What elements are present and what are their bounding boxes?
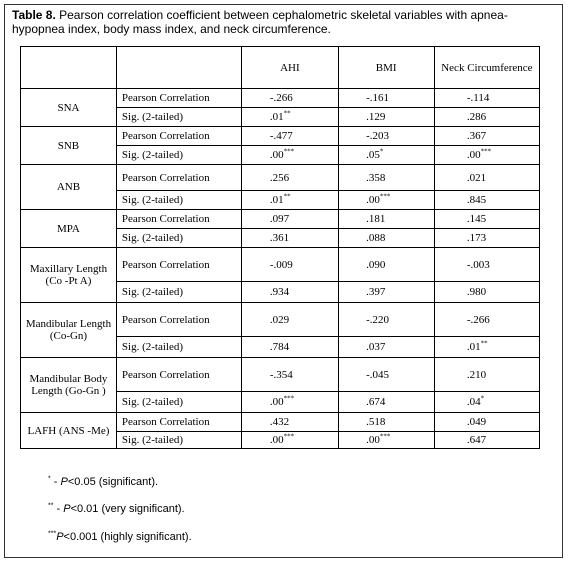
pearson-value: [434, 358, 539, 392]
sig-value: [338, 432, 434, 449]
stat-label-pearson: Pearson Correlation: [116, 413, 241, 432]
footnote-text: - P<0.05 (significant).: [50, 476, 159, 488]
sig-value-wrap: [366, 396, 406, 408]
sig-value: [242, 282, 338, 303]
pearson-value-text: .145: [466, 213, 487, 225]
sig-value-text: .00: [466, 149, 481, 161]
sig-value: [242, 432, 338, 449]
stat-label-pearson: Pearson Correlation: [116, 210, 241, 229]
pearson-value-text: .367: [466, 130, 487, 142]
sig-value-wrap: [270, 434, 310, 446]
sig-value-wrap: [467, 286, 507, 298]
table-label: Table 8.: [12, 8, 56, 22]
sig-value-wrap: [467, 232, 507, 244]
footnote-mark: *: [48, 475, 51, 483]
stat-label-pearson: Pearson Correlation: [116, 248, 241, 282]
pearson-value: [338, 358, 434, 392]
pearson-value: [338, 303, 434, 337]
sig-value: [434, 392, 539, 413]
sig-value: [434, 432, 539, 449]
pearson-value-text: .210: [466, 368, 487, 381]
pearson-value-text: .029: [269, 313, 290, 326]
sig-value-wrap: [366, 194, 406, 206]
sig-value-text: .00: [269, 149, 284, 161]
sig-value-wrap: [467, 341, 507, 353]
sig-value-wrap: [270, 396, 310, 408]
pearson-value: [434, 210, 539, 229]
sig-value-wrap: [270, 194, 310, 206]
sig-value-wrap: [467, 434, 507, 446]
variable-name: Mandibular Length (Co-Gn): [21, 303, 117, 358]
sig-value: [338, 229, 434, 248]
stat-label-sig: Sig. (2-tailed): [116, 282, 241, 303]
sig-value: [242, 392, 338, 413]
variable-name: Maxillary Length (Co -Pt A): [21, 248, 117, 303]
sig-value: [434, 108, 539, 127]
pearson-value: [242, 127, 338, 146]
pearson-value: [242, 165, 338, 191]
significance-mark: ***: [379, 192, 391, 201]
stat-label-pearson: Pearson Correlation: [116, 127, 241, 146]
stat-label-pearson: Pearson Correlation: [116, 165, 241, 191]
pearson-value-text: -.220: [366, 313, 390, 326]
stat-label-pearson: Pearson Correlation: [116, 303, 241, 337]
variable-name: SNB: [21, 127, 117, 165]
sig-value: [242, 108, 338, 127]
pearson-value: [338, 210, 434, 229]
header-bmi: BMI: [338, 47, 434, 89]
pearson-value: [338, 248, 434, 282]
header-blank-variable: [21, 47, 117, 89]
sig-value-text: .05: [366, 149, 380, 161]
sig-value: [338, 191, 434, 210]
stat-label-pearson: Pearson Correlation: [116, 89, 241, 108]
significance-mark: *: [480, 394, 485, 403]
sig-value-wrap: [270, 149, 310, 161]
footnote-1: [48, 476, 158, 488]
pearson-value-text: .049: [466, 416, 487, 428]
footnote-3: [48, 531, 192, 543]
significance-mark: **: [480, 339, 488, 348]
pearson-value-text: .256: [269, 171, 290, 184]
sig-value-text: .00: [366, 194, 380, 206]
sig-value-text: .00: [269, 396, 284, 408]
sig-value-text: .04: [466, 396, 481, 408]
significance-mark: ***: [480, 147, 492, 156]
sig-value-wrap: [366, 434, 406, 446]
pearson-value: [338, 89, 434, 108]
table-row: [21, 303, 540, 337]
sig-value-text: .980: [466, 286, 487, 298]
correlation-table: [20, 46, 540, 449]
sig-value-text: .647: [466, 434, 487, 446]
sig-value: [434, 191, 539, 210]
header-ahi: AHI: [242, 47, 338, 89]
sig-value: [434, 229, 539, 248]
pearson-value: [338, 127, 434, 146]
table-row: [21, 127, 540, 146]
pearson-value: [242, 303, 338, 337]
pearson-value: [242, 248, 338, 282]
stat-label-sig: Sig. (2-tailed): [116, 337, 241, 358]
pearson-value-text: -.477: [269, 130, 293, 142]
sig-value: [338, 108, 434, 127]
sig-value-text: .01: [466, 341, 481, 353]
sig-value-wrap: [366, 286, 406, 298]
table-caption: [12, 8, 552, 36]
sig-value: [338, 392, 434, 413]
stat-label-sig: Sig. (2-tailed): [116, 108, 241, 127]
pearson-value-text: .097: [269, 213, 290, 225]
pearson-value: [434, 127, 539, 146]
sig-value-text: .397: [366, 286, 386, 298]
sig-value: [434, 282, 539, 303]
footnote-text: P<0.001 (highly significant).: [56, 531, 192, 543]
pearson-value-text: -.045: [366, 368, 390, 381]
sig-value-wrap: [467, 111, 507, 123]
pearson-value-text: .432: [269, 416, 290, 428]
pearson-value: [242, 210, 338, 229]
footnote-text: - P<0.01 (very significant).: [53, 503, 185, 515]
table-row: [21, 358, 540, 392]
pearson-value: [434, 303, 539, 337]
variable-name: LAFH (ANS -Me): [21, 413, 117, 449]
pearson-value-text: -.203: [366, 130, 390, 142]
pearson-value-text: -.266: [269, 92, 293, 104]
pearson-value-text: .021: [466, 171, 487, 184]
pearson-value: [434, 413, 539, 432]
sig-value-text: .361: [269, 232, 290, 244]
pearson-value-text: -.009: [269, 258, 293, 271]
sig-value: [242, 229, 338, 248]
significance-mark: ***: [283, 394, 295, 403]
sig-value-text: .286: [466, 111, 487, 123]
footnote-mark: **: [48, 502, 54, 510]
table-body: [21, 89, 540, 449]
sig-value-text: .674: [366, 396, 386, 408]
pearson-value-text: .181: [366, 213, 386, 225]
sig-value-text: .01: [269, 194, 284, 206]
footnote-mark: ***: [48, 530, 57, 538]
pearson-value: [242, 358, 338, 392]
significance-mark: ***: [379, 432, 391, 441]
sig-value: [338, 337, 434, 358]
sig-value-wrap: [270, 111, 310, 123]
footnote-2: [48, 503, 185, 515]
header-blank-stat: [116, 47, 241, 89]
sig-value-wrap: [270, 232, 310, 244]
sig-value-wrap: [467, 194, 507, 206]
sig-value: [434, 146, 539, 165]
sig-value-text: .088: [366, 232, 386, 244]
pearson-value: [242, 89, 338, 108]
header-row: [21, 47, 540, 89]
table-row: [21, 89, 540, 108]
sig-value: [338, 146, 434, 165]
stat-label-sig: Sig. (2-tailed): [116, 146, 241, 165]
sig-value-text: .845: [466, 194, 487, 206]
pearson-value: [434, 165, 539, 191]
pearson-value-text: -.003: [466, 258, 490, 271]
sig-value-text: .173: [466, 232, 487, 244]
table-row: [21, 165, 540, 191]
stat-label-sig: Sig. (2-tailed): [116, 432, 241, 449]
header-neck-circumference: Neck Circumference: [434, 47, 539, 89]
pearson-value: [338, 413, 434, 432]
significance-mark: *: [379, 147, 384, 156]
pearson-value: [434, 248, 539, 282]
stat-label-pearson: Pearson Correlation: [116, 358, 241, 392]
pearson-value: [338, 165, 434, 191]
stat-label-sig: Sig. (2-tailed): [116, 392, 241, 413]
sig-value-wrap: [467, 149, 507, 161]
sig-value-wrap: [467, 396, 507, 408]
sig-value-wrap: [366, 111, 406, 123]
pearson-value: [242, 413, 338, 432]
sig-value-text: .934: [269, 286, 290, 298]
pearson-value-text: -.161: [366, 92, 390, 104]
sig-value: [242, 191, 338, 210]
significance-mark: ***: [283, 147, 295, 156]
pearson-value: [434, 89, 539, 108]
sig-value: [242, 337, 338, 358]
sig-value-wrap: [366, 341, 406, 353]
significance-mark: **: [283, 192, 291, 201]
pearson-value-text: -.354: [269, 368, 293, 381]
sig-value-text: .00: [269, 434, 284, 446]
sig-value-wrap: [366, 149, 406, 161]
sig-value-wrap: [366, 232, 406, 244]
pearson-value-text: -.114: [466, 92, 490, 104]
sig-value-text: .01: [269, 111, 284, 123]
variable-name: Mandibular Body Length (Go-Gn ): [21, 358, 117, 413]
table-row: [21, 210, 540, 229]
sig-value-text: .00: [366, 434, 380, 446]
pearson-value-text: -.266: [466, 313, 490, 326]
sig-value-wrap: [270, 341, 310, 353]
table-row: [21, 248, 540, 282]
pearson-value-text: .518: [366, 416, 386, 428]
variable-name: MPA: [21, 210, 117, 248]
sig-value: [338, 282, 434, 303]
sig-value-text: .784: [269, 341, 290, 353]
sig-value-wrap: [270, 286, 310, 298]
significance-mark: ***: [283, 432, 295, 441]
pearson-value-text: .358: [366, 171, 386, 184]
sig-value: [242, 146, 338, 165]
stat-label-sig: Sig. (2-tailed): [116, 229, 241, 248]
sig-value-text: .037: [366, 341, 386, 353]
variable-name: ANB: [21, 165, 117, 210]
variable-name: SNA: [21, 89, 117, 127]
caption-text: Pearson correlation coefficient between cephalometric skeletal variables with apnea-hypopnea index, body mass index, and neck circumference.: [12, 8, 508, 36]
pearson-value-text: .090: [366, 258, 386, 271]
table-row: [21, 413, 540, 432]
sig-value: [434, 337, 539, 358]
sig-value-text: .129: [366, 111, 386, 123]
stat-label-sig: Sig. (2-tailed): [116, 191, 241, 210]
significance-mark: **: [283, 109, 291, 118]
